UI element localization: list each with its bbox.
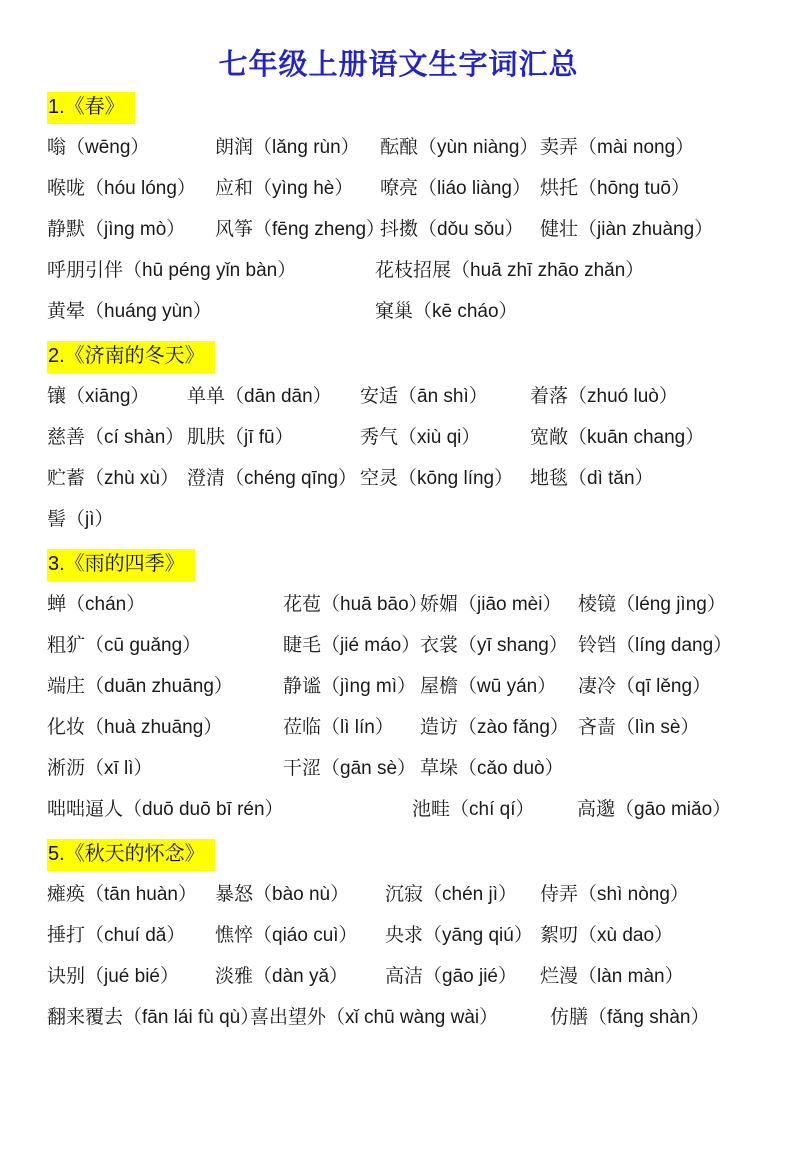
- word-item: 慈善（cí shàn）: [47, 427, 185, 448]
- word-item: 抖擞（dǒu sǒu）: [380, 219, 524, 240]
- word-item: 髻（jì）: [47, 509, 114, 530]
- word-row: [47, 508, 750, 531]
- word-row: [47, 385, 750, 408]
- word-item: 贮蓄（zhù xù）: [47, 468, 179, 489]
- word-item: 造访（zào fǎng）: [420, 717, 569, 738]
- section-heading: 1.《春》: [47, 92, 135, 124]
- word-item: 莅临（lì lín）: [283, 717, 394, 738]
- word-item: 池畦（chí qí）: [412, 799, 535, 820]
- word-item: 棱镜（léng jìng）: [578, 594, 726, 615]
- document-page: [0, 46, 790, 1164]
- word-item: 粗犷（cū guǎng）: [47, 635, 202, 656]
- word-item: 蝉（chán）: [47, 594, 146, 615]
- word-item: 朗润（lǎng rùn）: [215, 137, 360, 158]
- word-row: [47, 924, 750, 947]
- word-item: 咄咄逼人（duō duō bī rén）: [47, 799, 284, 820]
- word-item: 淅沥（xī lì）: [47, 758, 153, 779]
- word-row: [47, 300, 750, 323]
- word-item: 侍弄（shì nòng）: [540, 884, 689, 905]
- word-item: 铃铛（líng dang）: [578, 635, 733, 656]
- word-item: 呼朋引伴（hū péng yǐn bàn）: [47, 260, 297, 281]
- word-item: 高邈（gāo miǎo）: [577, 799, 732, 820]
- word-item: 肌肤（jī fū）: [187, 427, 294, 448]
- word-item: 衣裳（yī shang）: [420, 635, 568, 656]
- word-row: [47, 965, 750, 988]
- word-row: [47, 593, 750, 616]
- word-item: 镶（xiāng）: [47, 386, 150, 407]
- word-item: 沉寂（chén jì）: [385, 884, 517, 905]
- word-item: 娇媚（jiāo mèi）: [420, 594, 562, 615]
- word-item: 翻来覆去（fān lái fù qù）: [47, 1007, 260, 1028]
- word-item: 健壮（jiàn zhuàng）: [540, 219, 714, 240]
- word-item: 着落（zhuó luò）: [530, 386, 678, 407]
- word-item: 卖弄（mài nong）: [540, 137, 695, 158]
- word-item: 瘫痪（tān huàn）: [47, 884, 197, 905]
- word-item: 黄晕（huáng yùn）: [47, 301, 212, 322]
- word-item: 花枝招展（huā zhī zhāo zhǎn）: [375, 260, 645, 281]
- word-item: 高洁（gāo jié）: [385, 966, 517, 987]
- word-item: 酝酿（yùn niàng）: [380, 137, 539, 158]
- word-item: 宽敞（kuān chang）: [530, 427, 705, 448]
- section-heading: 2.《济南的冬天》: [47, 341, 215, 373]
- word-item: 澄清（chéng qīng）: [187, 468, 358, 489]
- word-item: 花苞（huā bāo）: [283, 594, 428, 615]
- section-heading: 5.《秋天的怀念》: [47, 839, 215, 871]
- word-item: 窠巢（kē cháo）: [375, 301, 518, 322]
- word-item: 风筝（fēng zheng）: [215, 219, 386, 240]
- word-item: 絮叨（xù dao）: [540, 925, 674, 946]
- word-item: 静谧（jìng mì）: [283, 676, 417, 697]
- section-heading: 3.《雨的四季》: [47, 549, 195, 581]
- word-item: 凄冷（qī lěng）: [578, 676, 712, 697]
- word-item: 化妆（huà zhuāng）: [47, 717, 223, 738]
- word-item: 端庄（duān zhuāng）: [47, 676, 233, 697]
- word-item: 喜出望外（xǐ chū wàng wài）: [250, 1007, 499, 1028]
- word-item: 淡雅（dàn yǎ）: [215, 966, 349, 987]
- page-title: 七年级上册语文生字词汇总: [218, 49, 579, 81]
- word-item: 央求（yāng qiú）: [385, 925, 533, 946]
- word-row: [47, 798, 750, 821]
- word-row: [47, 675, 750, 698]
- word-row: [47, 259, 750, 282]
- vocabulary-content: [47, 92, 750, 1029]
- word-row: [47, 218, 750, 241]
- section-heading-row: [47, 92, 750, 124]
- word-item: 屋檐（wū yán）: [420, 676, 557, 697]
- word-item: 空灵（kōng líng）: [360, 468, 514, 489]
- section-heading-row: [47, 341, 750, 373]
- word-item: 地毯（dì tǎn）: [530, 468, 654, 489]
- word-item: 仿膳（fǎng shàn）: [550, 1007, 710, 1028]
- word-item: 憔悴（qiáo cuì）: [215, 925, 358, 946]
- word-row: [47, 716, 750, 739]
- word-item: 秀气（xiù qi）: [360, 427, 481, 448]
- word-row: [47, 883, 750, 906]
- word-row: [47, 634, 750, 657]
- word-item: 草垛（cǎo duò）: [420, 758, 564, 779]
- word-item: 喉咙（hóu lóng）: [47, 178, 196, 199]
- word-row: [47, 1006, 750, 1029]
- word-item: 静默（jìng mò）: [47, 219, 186, 240]
- word-item: 应和（yìng hè）: [215, 178, 354, 199]
- word-item: 暴怒（bào nù）: [215, 884, 350, 905]
- word-item: 睫毛（jié máo）: [283, 635, 421, 656]
- word-row: [47, 757, 750, 780]
- word-item: 吝啬（lìn sè）: [578, 717, 700, 738]
- word-row: [47, 467, 750, 490]
- word-item: 安适（ān shì）: [360, 386, 488, 407]
- word-item: 诀别（jué bié）: [47, 966, 179, 987]
- word-row: [47, 136, 750, 159]
- word-item: 干涩（gān sè）: [283, 758, 417, 779]
- word-row: [47, 177, 750, 200]
- word-item: 捶打（chuí dǎ）: [47, 925, 186, 946]
- word-item: 嗡（wēng）: [47, 137, 150, 158]
- word-item: 烂漫（làn màn）: [540, 966, 684, 987]
- section-heading-row: [47, 839, 750, 871]
- word-item: 嘹亮（liáo liàng）: [380, 178, 531, 199]
- word-row: [47, 426, 750, 449]
- word-item: 烘托（hōng tuō）: [540, 178, 690, 199]
- section-heading-row: [47, 549, 750, 581]
- word-item: 单单（dān dān）: [187, 386, 332, 407]
